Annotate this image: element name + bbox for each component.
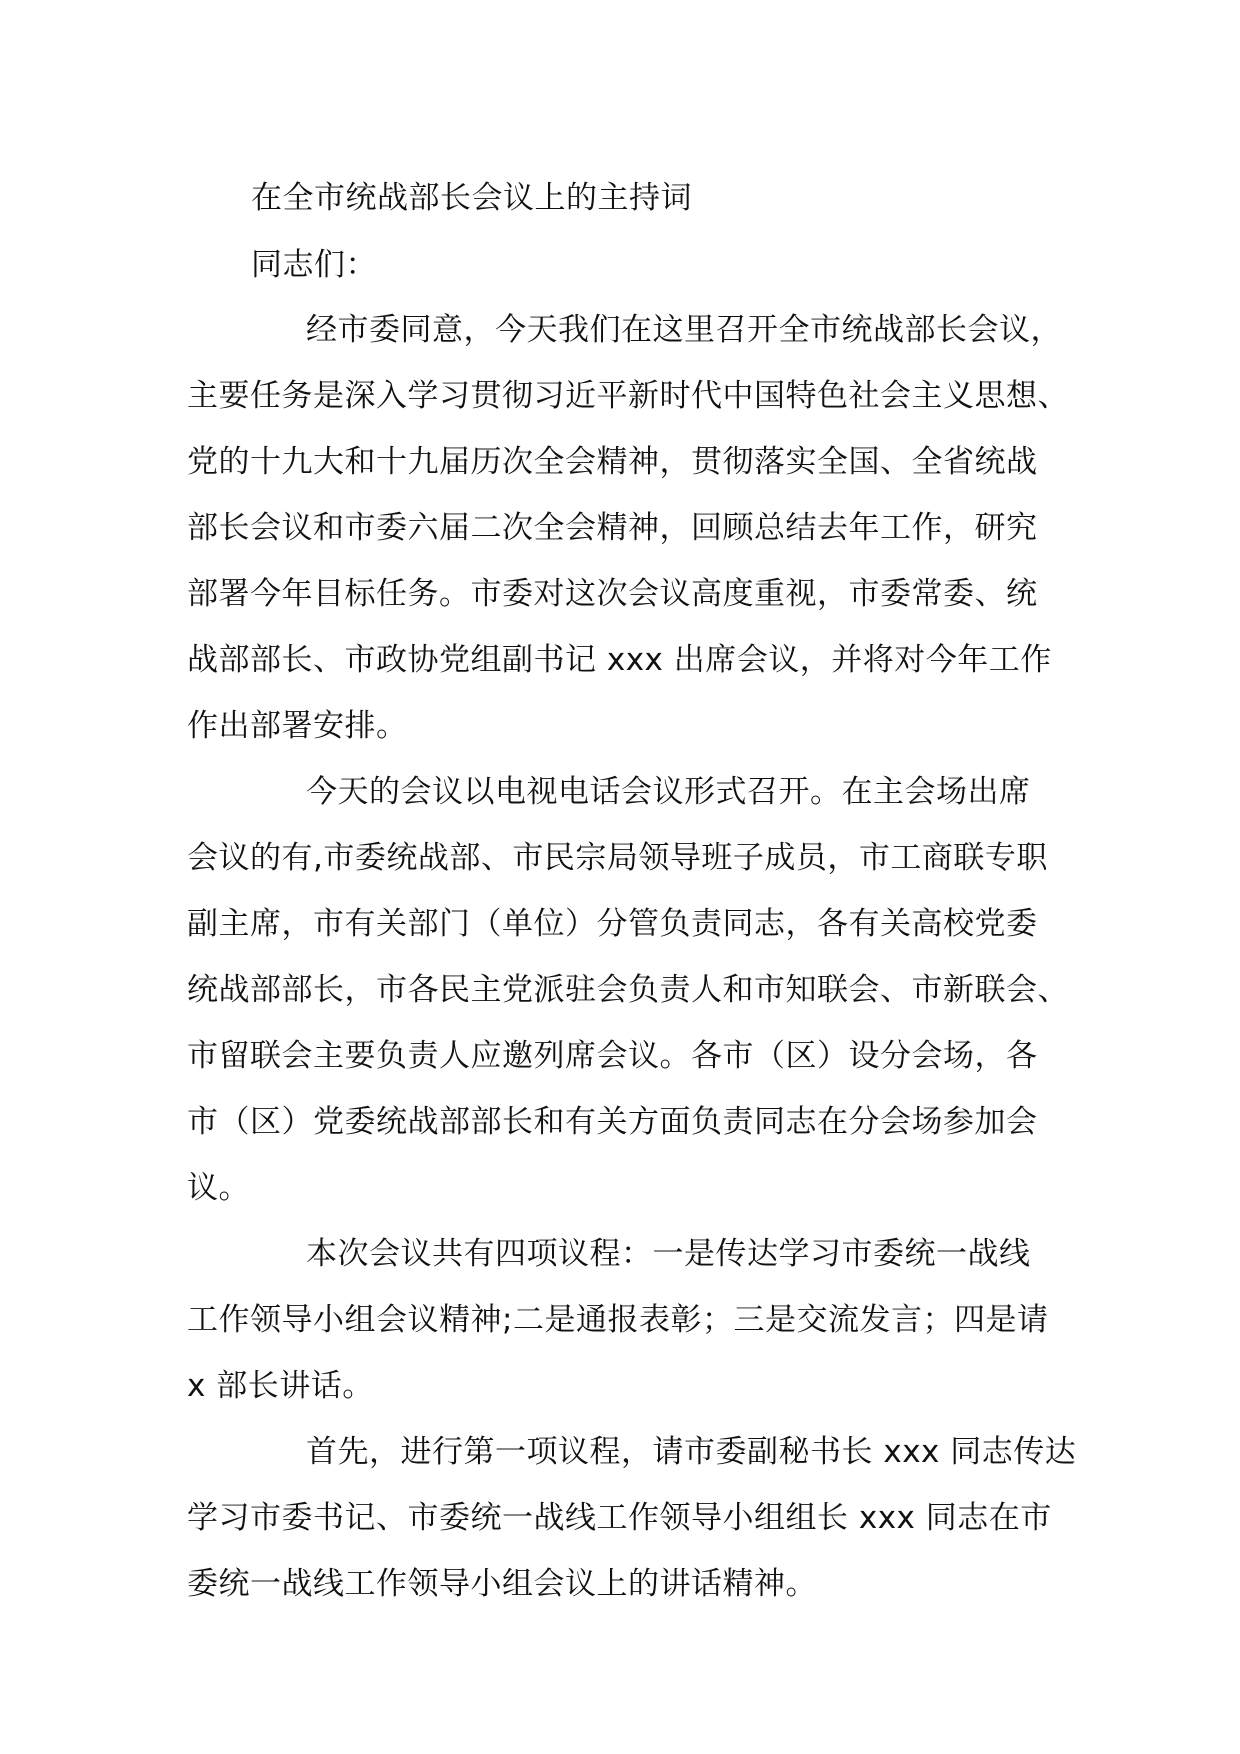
paragraph-4-line-3: 委统一战线工作领导小组会议上的讲话精神。 bbox=[187, 1566, 817, 1602]
paragraph-3-line-2: 工作领导小组会议精神;二是通报表彰；三是交流发言；四是请 bbox=[187, 1302, 1049, 1338]
paragraph-2-line-5: 市留联会主要负责人应邀列席会议。各市（区）设分会场，各 bbox=[187, 1038, 1038, 1074]
paragraph-1-line-7: 作出部署安排。 bbox=[187, 708, 408, 744]
paragraph-3-line-3: x 部长讲话。 bbox=[187, 1368, 374, 1404]
paragraph-1-line-4: 部长会议和市委六届二次全会精神，回顾总结去年工作，研究 bbox=[187, 510, 1038, 546]
paragraph-2-line-6: 市（区）党委统战部部长和有关方面负责同志在分会场参加会 bbox=[187, 1104, 1038, 1140]
paragraph-1-line-5: 部署今年目标任务。市委对这次会议高度重视，市委常委、统 bbox=[187, 576, 1038, 612]
salutation: 同志们： bbox=[251, 247, 377, 283]
paragraph-1-line-2: 主要任务是深入学习贯彻习近平新时代中国特色社会主义思想、 bbox=[187, 378, 1069, 414]
paragraph-1-line-3: 党的十九大和十九届历次全会精神，贯彻落实全国、全省统战 bbox=[187, 444, 1038, 480]
paragraph-2-line-3: 副主席，市有关部门（单位）分管负责同志，各有关高校党委 bbox=[187, 906, 1038, 942]
paragraph-4-line-1: 首先，进行第一项议程，请市委副秘书长 xxx 同志传达 bbox=[306, 1434, 1077, 1470]
paragraph-3-line-1: 本次会议共有四项议程：一是传达学习市委统一战线 bbox=[306, 1236, 1031, 1272]
paragraph-1-line-1: 经市委同意，今天我们在这里召开全市统战部长会议， bbox=[306, 312, 1062, 348]
paragraph-2-line-2: 会议的有,市委统战部、市民宗局领导班子成员，市工商联专职 bbox=[187, 840, 1048, 876]
paragraph-2-line-4: 统战部部长，市各民主党派驻会负责人和市知联会、市新联会、 bbox=[187, 972, 1069, 1008]
paragraph-4-line-2: 学习市委书记、市委统一战线工作领导小组组长 xxx 同志在市 bbox=[187, 1500, 1052, 1536]
paragraph-1-line-6: 战部部长、市政协党组副书记 xxx 出席会议，并将对今年工作 bbox=[187, 642, 1052, 678]
document-title: 在全市统战部长会议上的主持词 bbox=[251, 180, 692, 216]
paragraph-2-line-7: 议。 bbox=[187, 1170, 250, 1206]
paragraph-2-line-1: 今天的会议以电视电话会议形式召开。在主会场出席 bbox=[306, 774, 1031, 810]
